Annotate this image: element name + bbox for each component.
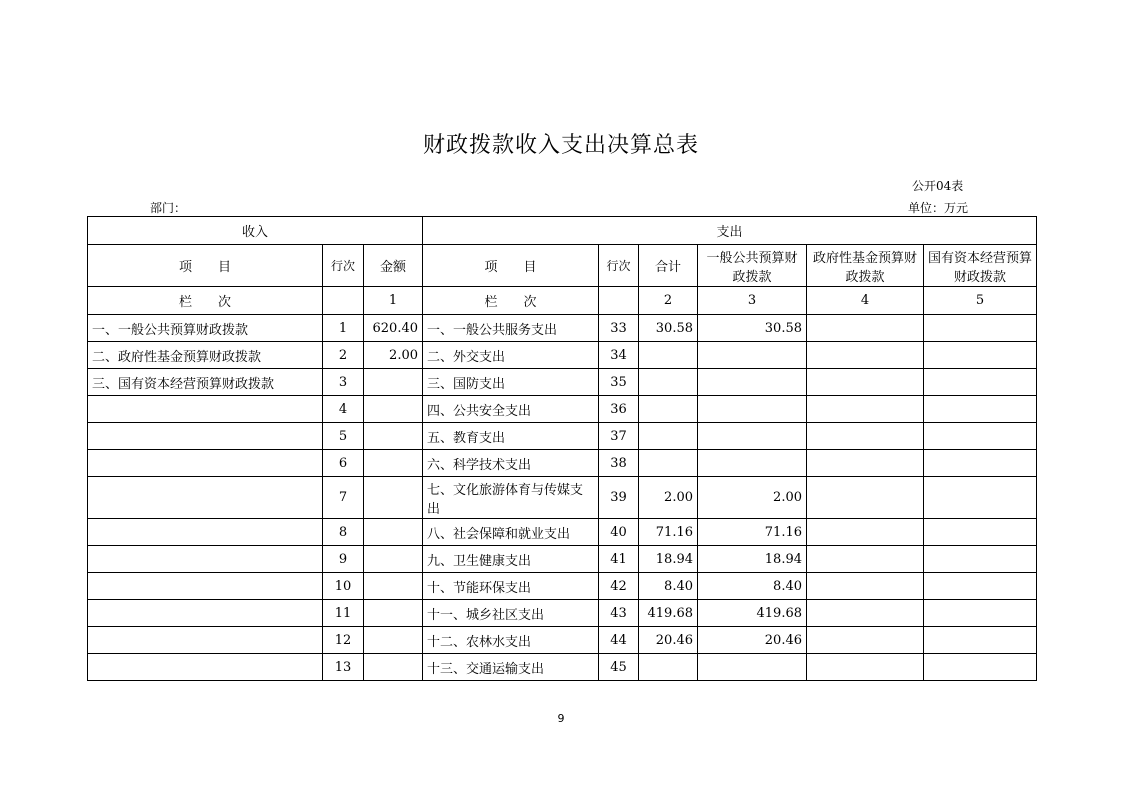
state-capital-cell <box>924 654 1037 681</box>
general-budget-cell <box>698 450 807 477</box>
expense-item-cell: 十一、城乡社区支出 <box>423 600 599 627</box>
income-row-number-cell: 8 <box>323 519 364 546</box>
total-amount-cell: 30.58 <box>639 315 698 342</box>
state-capital-header: 国有资本经营预算财政拨款 <box>924 245 1037 287</box>
table-row <box>88 342 1037 369</box>
expense-row-number-cell: 35 <box>599 369 639 396</box>
gov-fund-cell <box>807 342 924 369</box>
gov-fund-cell <box>807 654 924 681</box>
expense-row-number-cell: 41 <box>599 546 639 573</box>
expense-row-number-cell: 38 <box>599 450 639 477</box>
income-amount-cell <box>364 627 423 654</box>
general-budget-cell: 419.68 <box>698 600 807 627</box>
gov-fund-cell <box>807 477 924 519</box>
income-row-no-header: 行次 <box>323 245 364 287</box>
income-item-cell: 一、一般公共预算财政拨款 <box>88 315 323 342</box>
column-header-row <box>88 245 1037 287</box>
state-capital-cell <box>924 450 1037 477</box>
page-title: 财政拨款收入支出决算总表 <box>422 133 699 158</box>
income-item-cell <box>88 600 323 627</box>
table-row <box>88 423 1037 450</box>
expense-item-cell: 五、教育支出 <box>423 423 599 450</box>
amount-header: 金额 <box>364 245 423 287</box>
income-item-cell: 三、国有资本经营预算财政拨款 <box>88 369 323 396</box>
state-capital-cell <box>924 396 1037 423</box>
table-row <box>88 369 1037 396</box>
table-row <box>88 519 1037 546</box>
table-row <box>88 546 1037 573</box>
income-column-label: 栏 次 <box>88 287 323 315</box>
income-item-cell <box>88 627 323 654</box>
income-row-number-cell: 3 <box>323 369 364 396</box>
total-amount-cell: 2.00 <box>639 477 698 519</box>
general-budget-cell <box>698 396 807 423</box>
income-amount-cell <box>364 477 423 519</box>
gov-fund-header: 政府性基金预算财政拨款 <box>807 245 924 287</box>
table-row <box>88 450 1037 477</box>
expense-item-cell: 十、节能环保支出 <box>423 573 599 600</box>
income-item-cell <box>88 546 323 573</box>
gov-fund-cell <box>807 369 924 396</box>
general-budget-cell <box>698 369 807 396</box>
department-label: 部门： <box>150 201 187 215</box>
general-budget-cell: 20.46 <box>698 627 807 654</box>
state-capital-cell <box>924 627 1037 654</box>
gov-fund-cell <box>807 423 924 450</box>
income-amount-cell <box>364 450 423 477</box>
income-row-number-cell: 13 <box>323 654 364 681</box>
state-capital-cell <box>924 519 1037 546</box>
state-capital-cell <box>924 546 1037 573</box>
general-budget-cell: 71.16 <box>698 519 807 546</box>
income-item-cell: 二、政府性基金预算财政拨款 <box>88 342 323 369</box>
expense-item-cell: 七、文化旅游体育与传媒支出 <box>423 477 599 519</box>
gov-fund-cell <box>807 627 924 654</box>
general-budget-cell: 18.94 <box>698 546 807 573</box>
gov-fund-cell <box>807 315 924 342</box>
gov-fund-cell <box>807 546 924 573</box>
income-row-number-cell: 7 <box>323 477 364 519</box>
income-row-number-cell: 5 <box>323 423 364 450</box>
expense-row-no-header: 行次 <box>599 245 639 287</box>
expense-row-number-cell: 39 <box>599 477 639 519</box>
expense-item-cell: 三、国防支出 <box>423 369 599 396</box>
col-4-label: 4 <box>807 287 924 315</box>
form-number: 公开04表 <box>912 179 964 193</box>
total-amount-cell: 20.46 <box>639 627 698 654</box>
total-amount-cell: 8.40 <box>639 573 698 600</box>
expense-item-cell: 一、一般公共服务支出 <box>423 315 599 342</box>
total-amount-cell: 18.94 <box>639 546 698 573</box>
expense-item-cell: 四、公共安全支出 <box>423 396 599 423</box>
gov-fund-cell <box>807 600 924 627</box>
income-header: 收入 <box>88 217 423 245</box>
col-3-label: 3 <box>698 287 807 315</box>
income-amount-cell <box>364 600 423 627</box>
expense-item-header: 项 目 <box>423 245 599 287</box>
general-budget-cell <box>698 654 807 681</box>
table-row <box>88 396 1037 423</box>
section-header-row <box>88 217 1037 245</box>
expense-row-number-cell: 43 <box>599 600 639 627</box>
general-budget-cell: 2.00 <box>698 477 807 519</box>
state-capital-cell <box>924 573 1037 600</box>
income-item-cell <box>88 396 323 423</box>
expense-row-number-cell: 44 <box>599 627 639 654</box>
state-capital-cell <box>924 369 1037 396</box>
income-item-cell <box>88 519 323 546</box>
income-row-number-cell: 12 <box>323 627 364 654</box>
state-capital-cell <box>924 315 1037 342</box>
col-1-label: 1 <box>364 287 423 315</box>
income-row-number-cell: 11 <box>323 600 364 627</box>
total-amount-cell <box>639 450 698 477</box>
general-budget-cell: 30.58 <box>698 315 807 342</box>
state-capital-cell <box>924 477 1037 519</box>
income-amount-cell <box>364 396 423 423</box>
total-amount-cell: 419.68 <box>639 600 698 627</box>
expense-row-number-cell: 36 <box>599 396 639 423</box>
expense-item-cell: 十三、交通运输支出 <box>423 654 599 681</box>
income-row-number-cell: 2 <box>323 342 364 369</box>
expense-row-number-cell: 33 <box>599 315 639 342</box>
budget-table <box>87 216 1037 681</box>
expense-row-number-cell: 42 <box>599 573 639 600</box>
income-amount-cell <box>364 369 423 396</box>
income-row-number-cell: 6 <box>323 450 364 477</box>
income-row-number-cell: 9 <box>323 546 364 573</box>
expense-row-number-cell: 45 <box>599 654 639 681</box>
income-item-cell <box>88 450 323 477</box>
expense-row-number-cell: 34 <box>599 342 639 369</box>
state-capital-cell <box>924 600 1037 627</box>
total-amount-cell <box>639 396 698 423</box>
state-capital-cell <box>924 342 1037 369</box>
gov-fund-cell <box>807 573 924 600</box>
total-amount-cell <box>639 423 698 450</box>
expense-row-number-cell: 37 <box>599 423 639 450</box>
expense-row-number-cell: 40 <box>599 519 639 546</box>
table-row <box>88 600 1037 627</box>
total-header: 合计 <box>639 245 698 287</box>
col-5-label: 5 <box>924 287 1037 315</box>
column-number-row <box>88 287 1037 315</box>
page-number: 9 <box>557 712 565 725</box>
income-amount-cell <box>364 519 423 546</box>
gov-fund-cell <box>807 396 924 423</box>
data-rows <box>88 315 1037 681</box>
table-row <box>88 573 1037 600</box>
total-amount-cell <box>639 342 698 369</box>
table-row <box>88 627 1037 654</box>
income-amount-cell <box>364 654 423 681</box>
general-budget-header: 一般公共预算财政拨款 <box>698 245 807 287</box>
total-amount-cell: 71.16 <box>639 519 698 546</box>
state-capital-cell <box>924 423 1037 450</box>
general-budget-cell: 8.40 <box>698 573 807 600</box>
empty-cell <box>323 287 364 315</box>
income-item-header: 项 目 <box>88 245 323 287</box>
income-item-cell <box>88 573 323 600</box>
empty-cell <box>599 287 639 315</box>
income-row-number-cell: 10 <box>323 573 364 600</box>
expense-item-cell: 八、社会保障和就业支出 <box>423 519 599 546</box>
income-item-cell <box>88 423 323 450</box>
total-amount-cell <box>639 369 698 396</box>
expense-column-label: 栏 次 <box>423 287 599 315</box>
unit-label: 单位：万元 <box>908 201 969 215</box>
gov-fund-cell <box>807 519 924 546</box>
table-row <box>88 477 1037 519</box>
income-row-number-cell: 4 <box>323 396 364 423</box>
income-row-number-cell: 1 <box>323 315 364 342</box>
general-budget-cell <box>698 423 807 450</box>
table-row <box>88 315 1037 342</box>
total-amount-cell <box>639 654 698 681</box>
income-item-cell <box>88 477 323 519</box>
income-amount-cell <box>364 423 423 450</box>
income-amount-cell <box>364 546 423 573</box>
gov-fund-cell <box>807 450 924 477</box>
table-row <box>88 654 1037 681</box>
income-item-cell <box>88 654 323 681</box>
expense-item-cell: 二、外交支出 <box>423 342 599 369</box>
expense-item-cell: 十二、农林水支出 <box>423 627 599 654</box>
income-amount-cell <box>364 573 423 600</box>
col-2-label: 2 <box>639 287 698 315</box>
expense-item-cell: 六、科学技术支出 <box>423 450 599 477</box>
expense-header: 支出 <box>423 217 1037 245</box>
income-amount-cell: 620.40 <box>364 315 423 342</box>
expense-item-cell: 九、卫生健康支出 <box>423 546 599 573</box>
general-budget-cell <box>698 342 807 369</box>
income-amount-cell: 2.00 <box>364 342 423 369</box>
